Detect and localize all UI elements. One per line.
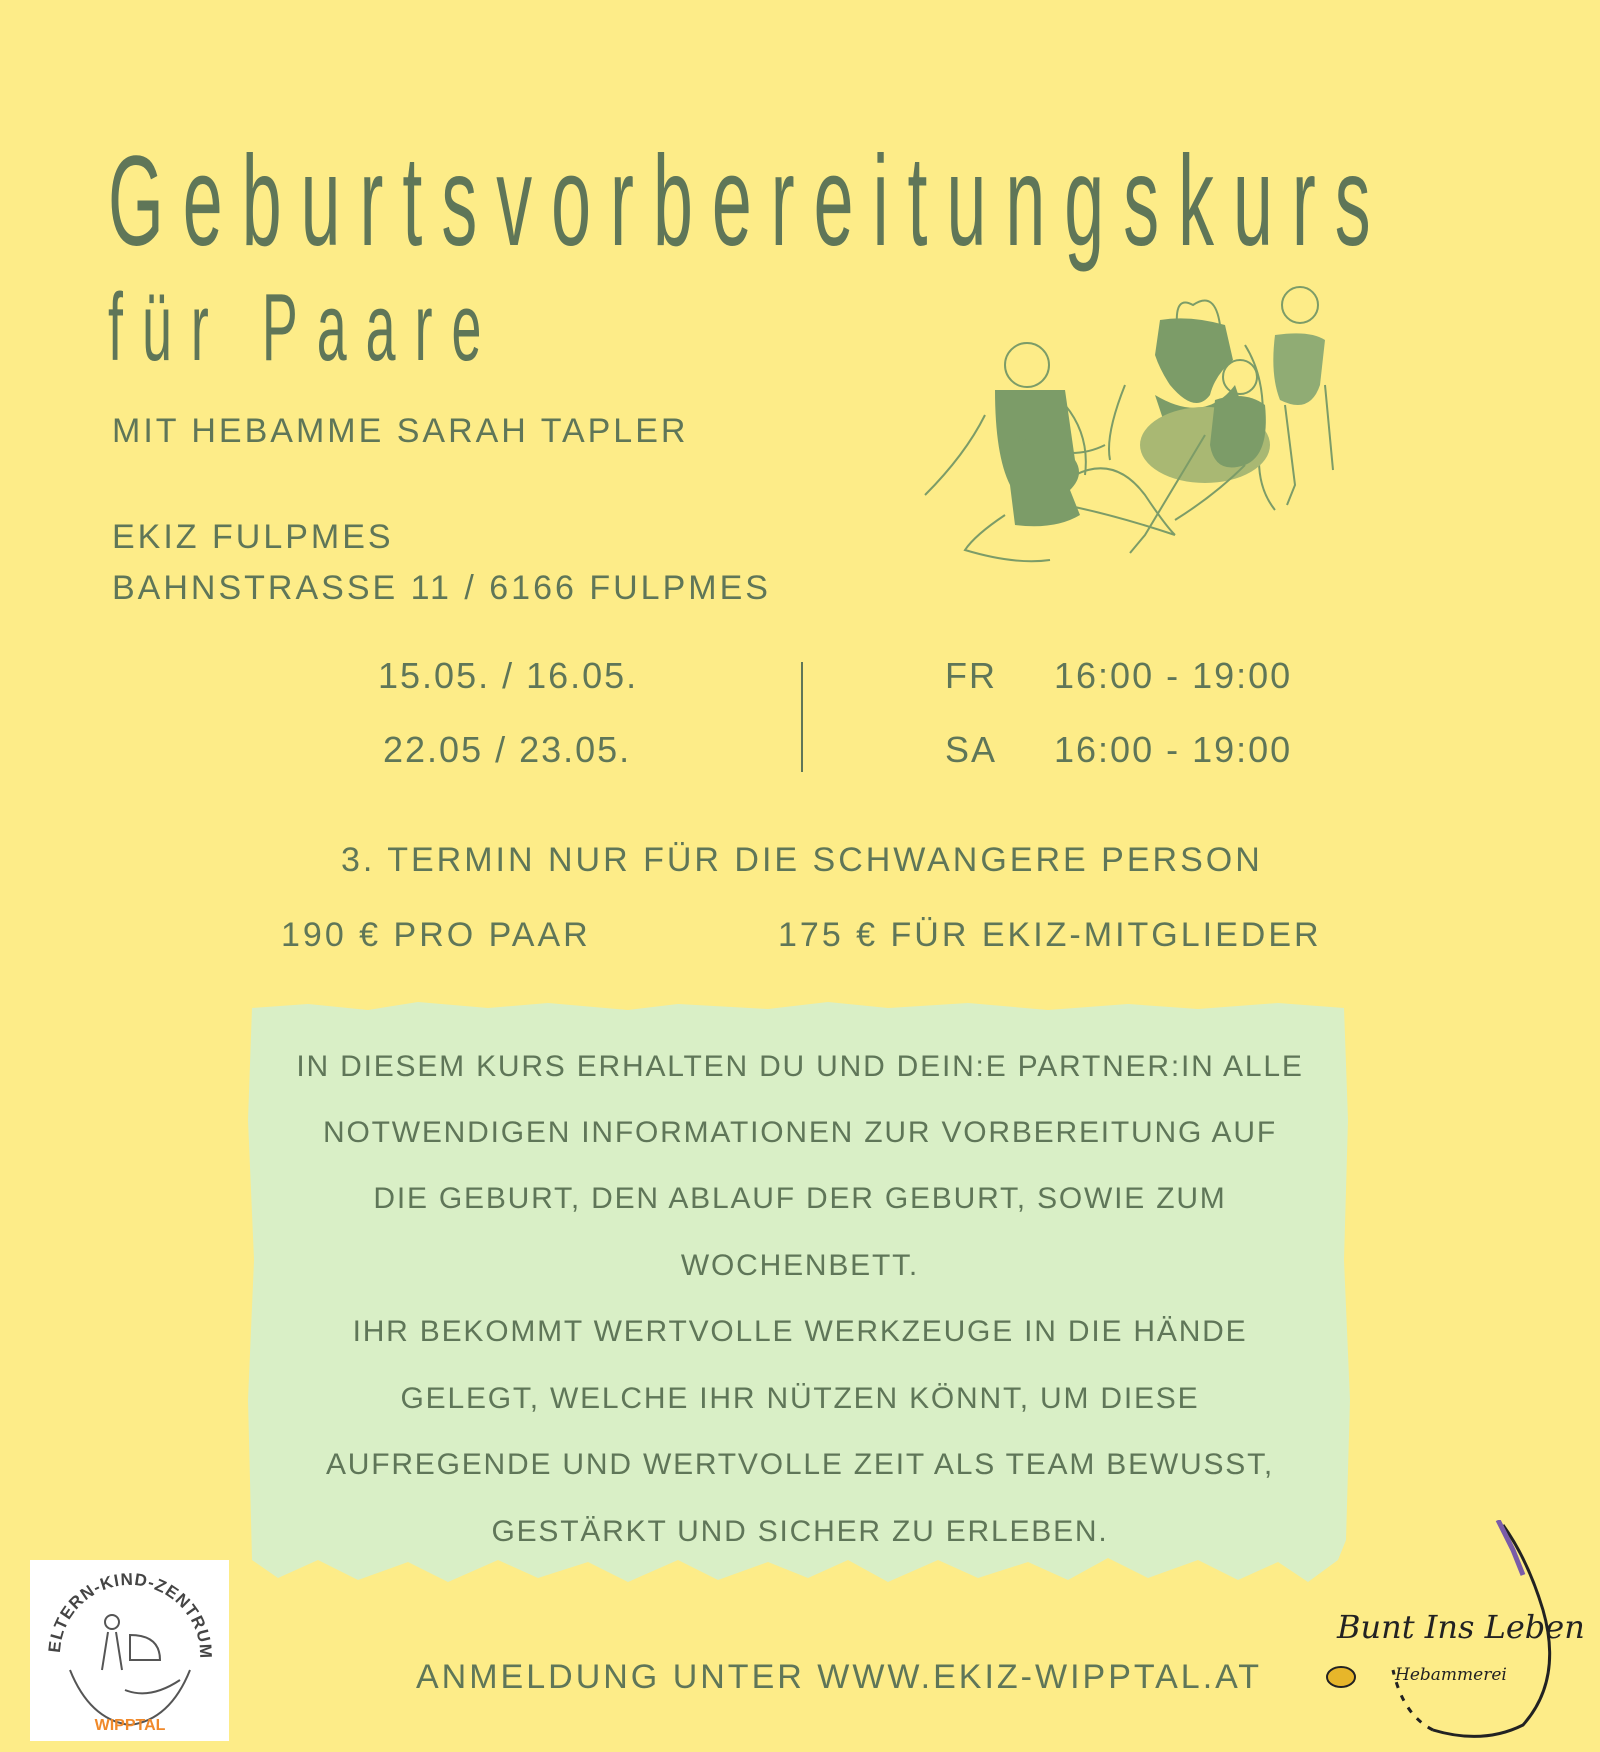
ekiz-logo-bottom-text: WIPPTAL xyxy=(94,1717,166,1734)
description-line: GESTÄRKT UND SICHER ZU ERLEBEN. xyxy=(491,1515,1109,1548)
date-row-2: 22.05 / 23.05. xyxy=(383,729,632,770)
note-third-session: 3. TERMIN NUR FÜR DIE SCHWANGERE PERSON xyxy=(341,841,1263,879)
hebammerei-name: Bunt Ins Leben xyxy=(1337,1608,1585,1646)
description-line: DIE GEBURT, DEN ABLAUF DER GEBURT, SOWIE ZUM xyxy=(373,1182,1227,1215)
description-line: IHR BEKOMMT WERTVOLLE WERKZEUGE IN DIE HÄNDE xyxy=(352,1315,1248,1348)
time-label-2: 16:00 - 19:00 xyxy=(1054,729,1293,770)
schedule-divider xyxy=(801,662,803,772)
ekiz-wipptal-logo xyxy=(30,1560,229,1741)
torn-paper-background xyxy=(248,1000,1352,1586)
description-line: GELEGT, WELCHE IHR NÜTZEN KÖNNT, UM DIESE xyxy=(400,1382,1200,1415)
description-line: NOTWENDIGEN INFORMATIONEN ZUR VORBEREITUNG AUF xyxy=(323,1116,1277,1149)
time-label-1: 16:00 - 19:00 xyxy=(1054,655,1293,696)
page-title: Geburtsvorbereitungskurs xyxy=(108,130,1390,273)
pregnant-women-illustration xyxy=(915,285,1485,625)
ekiz-logo-top-text: ELTERN-KIND-ZENTRUM xyxy=(44,1569,216,1660)
description-line: AUFREGENDE UND WERTVOLLE ZEIT ALS TEAM BEWUSST, xyxy=(325,1448,1275,1481)
day-label-1: FR xyxy=(945,655,997,696)
price-regular: 190 € PRO PAAR xyxy=(281,916,591,954)
description-line: IN DIESEM KURS ERHALTEN DU UND DEIN:E PARTNER:IN ALLE xyxy=(296,1050,1304,1083)
day-label-2: SA xyxy=(945,729,998,770)
registration-link[interactable]: ANMELDUNG UNTER WWW.EKIZ-WIPPTAL.AT xyxy=(416,1658,1263,1696)
price-members: 175 € FÜR EKIZ-MITGLIEDER xyxy=(778,916,1322,954)
midwife-label: MIT HEBAMME SARAH TAPLER xyxy=(112,412,689,450)
description-line: WOCHENBETT. xyxy=(680,1249,920,1282)
date-row-1: 15.05. / 16.05. xyxy=(378,655,639,696)
location-address: BAHNSTRASSE 11 / 6166 FULPMES xyxy=(112,569,771,607)
location-name: EKIZ FULPMES xyxy=(112,518,394,556)
page-subtitle: für Paare xyxy=(108,274,501,381)
hebammerei-sub: Hebammerei xyxy=(1395,1665,1507,1685)
bunt-ins-leben-logo xyxy=(1313,1520,1587,1743)
